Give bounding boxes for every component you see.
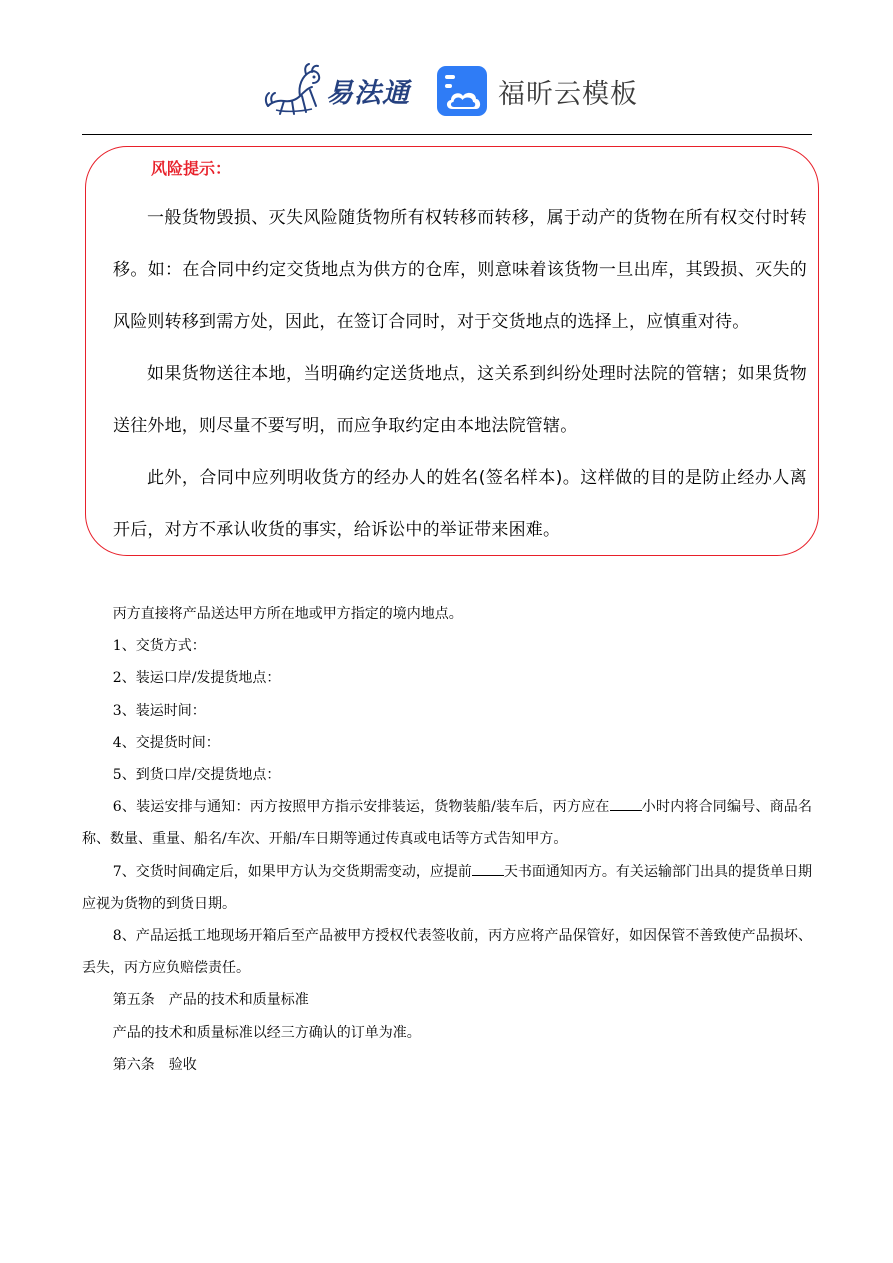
shipping-notice-text-a: 6、装运安排与通知：丙方按照甲方指示安排装运，货物装船/装车后，丙方应在 — [112, 799, 610, 816]
header-divider — [82, 134, 812, 135]
shipping-notice-item — [82, 791, 812, 855]
delivery-change-item — [82, 856, 812, 920]
custody-item: 8、产品运抵工地现场开箱后至产品被甲方授权代表签收前，丙方应将产品保管好，如因保管不善致使产品损坏、丢失，丙方应负赔偿责任。 — [82, 928, 812, 977]
delivery-change-text-b: 天书面通知丙方。有关运输部门出具的提货单日期应视为货物的到货日期。 — [82, 863, 813, 912]
days-blank — [472, 861, 504, 876]
article-6-title: 第六条 验收 — [112, 1056, 197, 1073]
risk-paragraph: 此外，合同中应列明收货方的经办人的姓名(签名样本)。这样做的目的是防止经办人离开后，对方不承认收货的事实，给诉讼中的举证带来困难。 — [113, 468, 807, 540]
article-5-title: 第五条 产品的技术和质量标准 — [112, 992, 309, 1009]
risk-paragraph: 一般货物毁损、灭失风险随货物所有权转移而转移，属于动产的货物在所有权交付时转移。如：在合同中约定交货地点为供方的仓库，则意味着该货物一旦出库，其毁损、灭失的风险则转移到需方处，因此，在签订合同时，对于交货地点的选择上，应慎重对待。 — [113, 208, 807, 332]
delivery-change-text-a: 7、交货时间确定后，如果甲方认为交货期需变动，应提前 — [112, 863, 472, 880]
delivery-location-paragraph: 丙方直接将产品送达甲方所在地或甲方指定的境内地点。 — [112, 606, 463, 622]
delivery-time-item: 4、交提货时间： — [112, 734, 220, 751]
shipping-time-item: 3、装运时间： — [112, 702, 206, 719]
risk-warning-text — [113, 192, 807, 556]
document-header — [0, 0, 893, 136]
yifatong-logo — [262, 62, 412, 118]
hours-blank — [610, 796, 642, 811]
contract-body — [82, 598, 812, 1081]
risk-paragraph: 如果货物送往本地，当明确约定送货地点，这关系到纠纷处理时法院的管辖；如果货物送往外地，则尽量不要写明，而应争取约定由本地法院管辖。 — [113, 364, 807, 436]
foxit-cloud-template-text: 福昕云模板 — [498, 78, 638, 110]
arrival-port-item: 5、到货口岸/交提货地点： — [112, 767, 281, 784]
cloud-document-icon — [436, 65, 488, 117]
qilin-emblem-icon — [262, 62, 324, 118]
yifatong-logo-text: 易法通 — [326, 77, 410, 109]
foxit-cloud-template-logo — [436, 64, 638, 118]
article-5-text: 产品的技术和质量标准以经三方确认的订单为准。 — [112, 1024, 421, 1041]
risk-warning-title: 风险提示： — [151, 159, 232, 178]
delivery-method-item: 1、交货方式： — [112, 638, 206, 655]
shipping-notice-text-b: 小时内将合同编号、商品名称、数量、重量、船名/车次、开船/车日期等通过传真或电话等方式告知甲方。 — [82, 799, 813, 848]
loading-port-item: 2、装运口岸/发提货地点： — [112, 670, 281, 687]
